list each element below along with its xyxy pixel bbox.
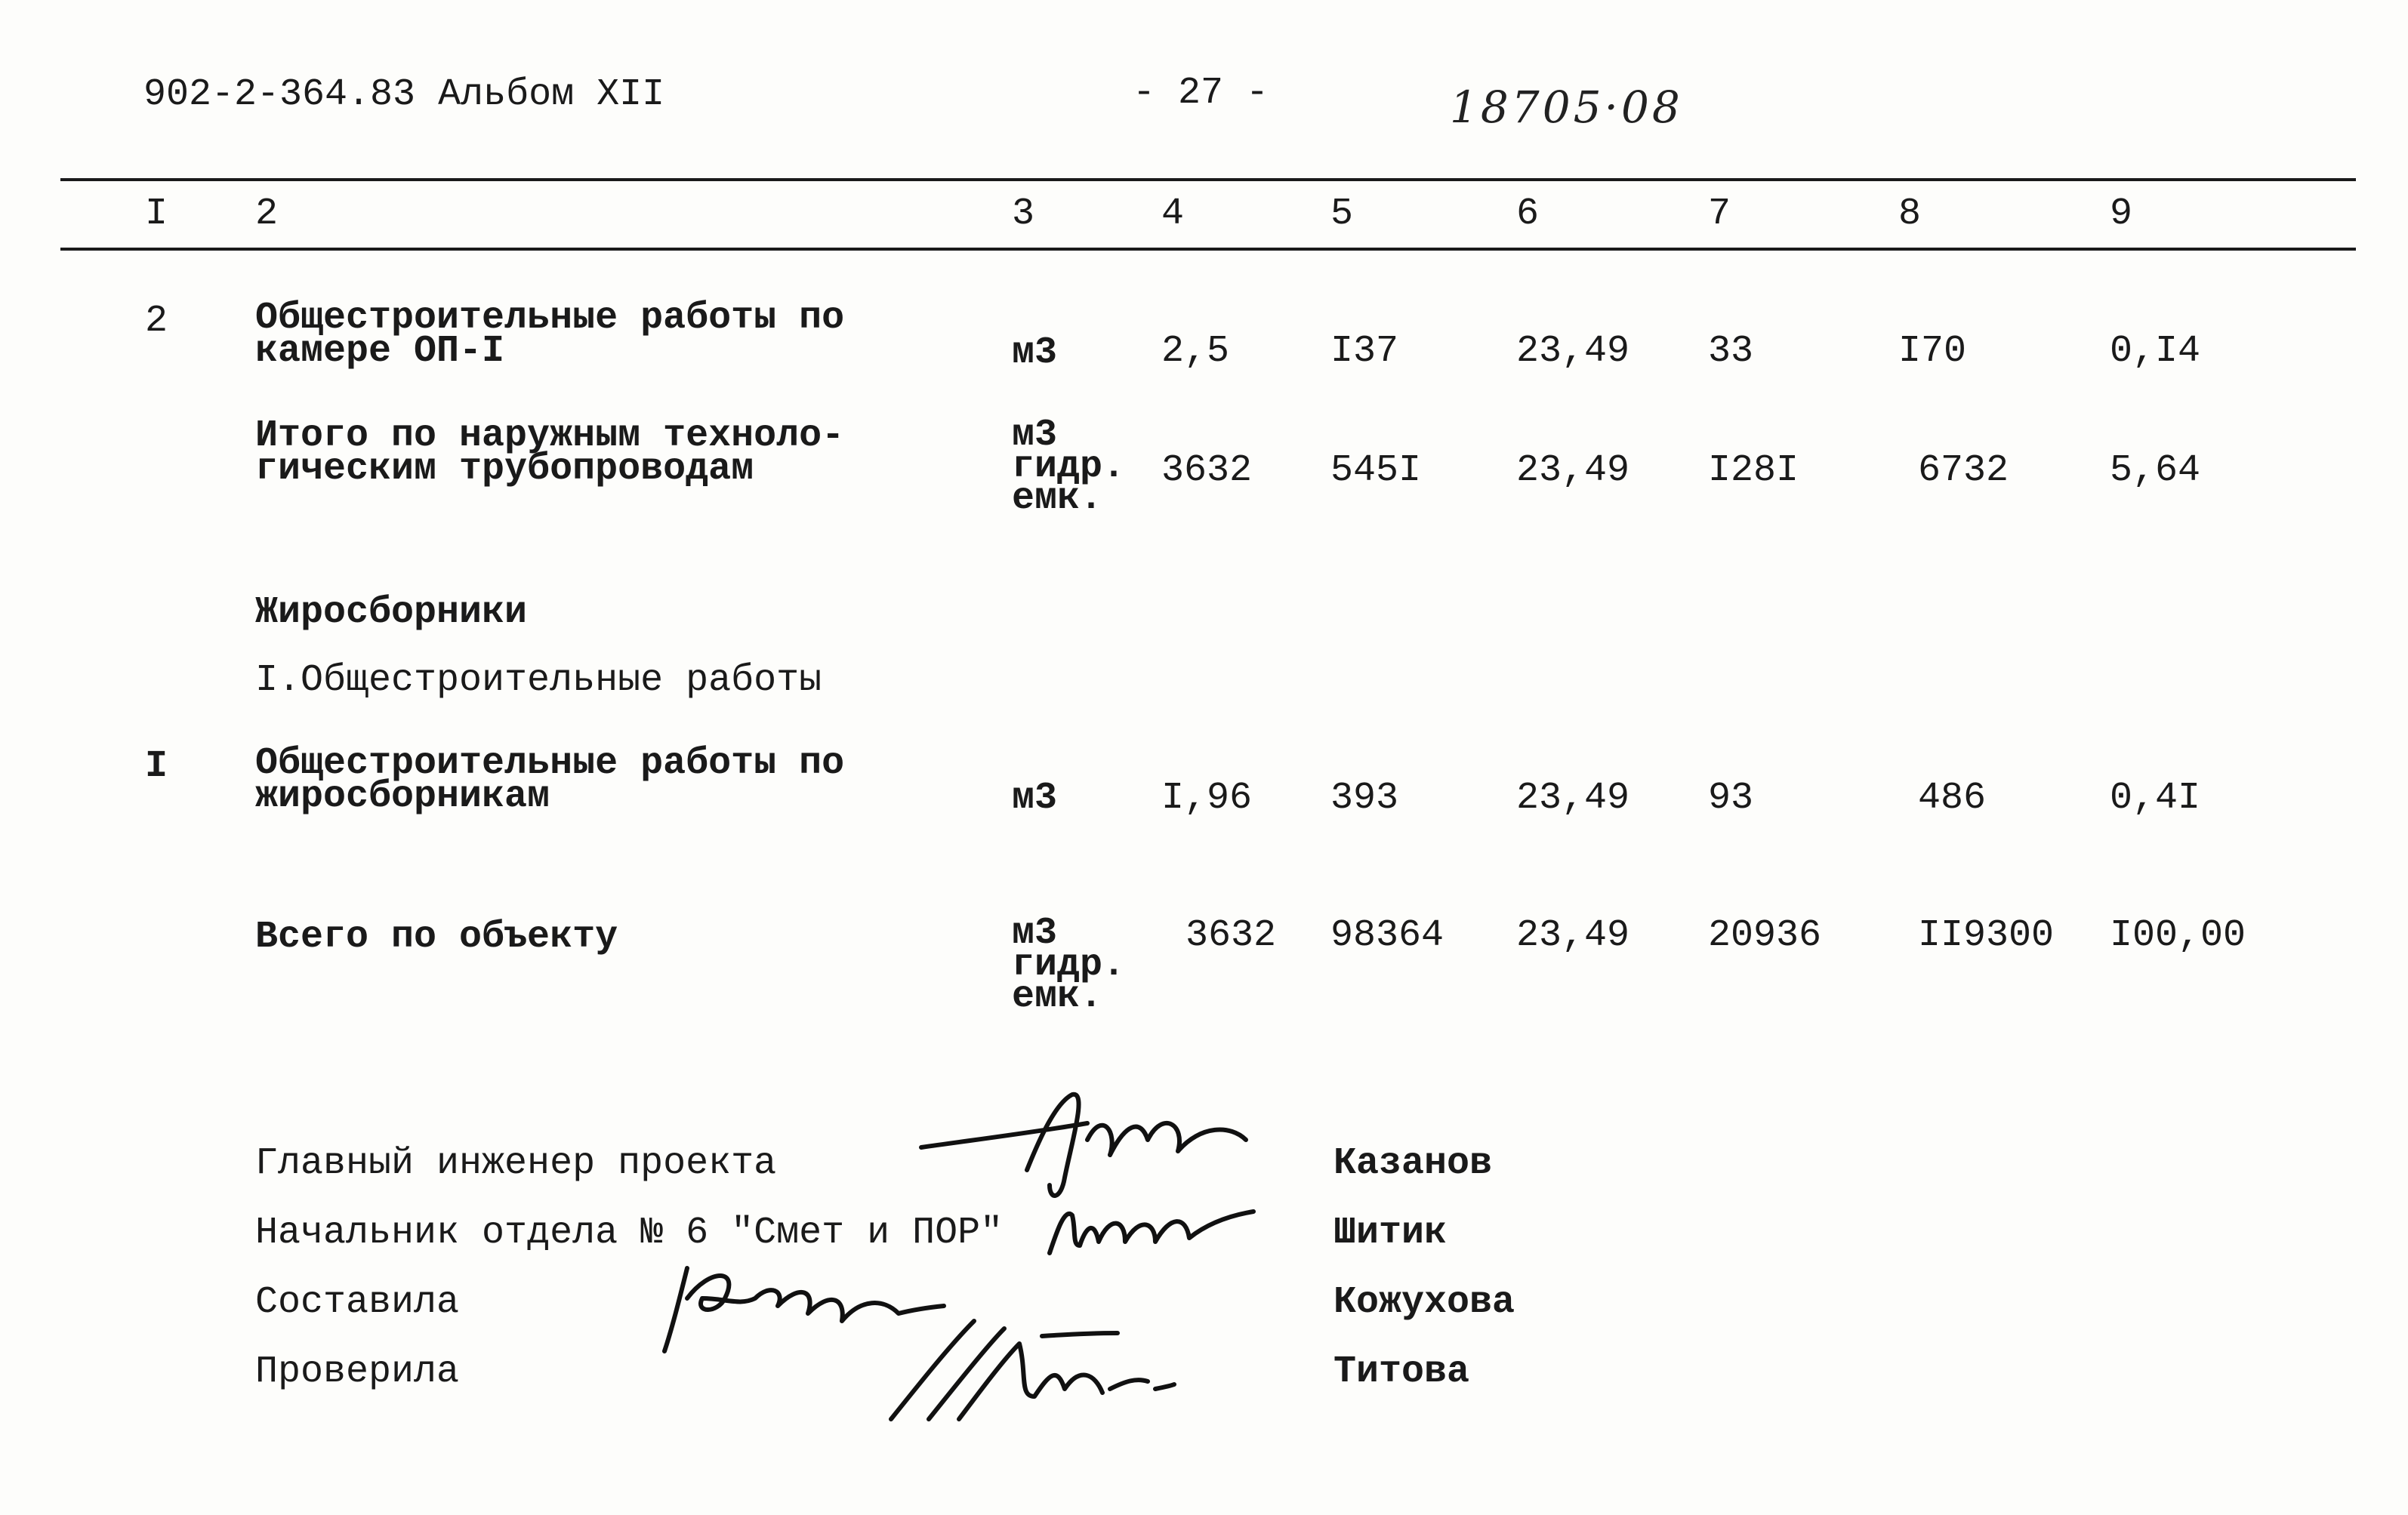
signer-name: Казанов bbox=[1333, 1142, 1493, 1185]
row-cell: 3632 bbox=[1186, 914, 1277, 957]
row-cell: 545I bbox=[1330, 449, 1422, 492]
row-name: Общестроительные работы по камере ОП-I bbox=[255, 297, 845, 373]
row-cell: 0,4I bbox=[2110, 777, 2201, 820]
row-cell: 23,49 bbox=[1516, 330, 1630, 373]
signer-role: Составила bbox=[255, 1281, 460, 1324]
row-cell: 3632 bbox=[1161, 449, 1253, 492]
column-header: 3 bbox=[1012, 192, 1035, 236]
column-header: 6 bbox=[1516, 192, 1540, 236]
row-cell: I70 bbox=[1898, 330, 1967, 373]
row-cell: 23,49 bbox=[1516, 914, 1630, 957]
section-title: Жиросборники bbox=[255, 591, 528, 634]
row-cell: 33 bbox=[1708, 330, 1754, 373]
row-unit: м3 гидр. емк. bbox=[1012, 414, 1126, 520]
column-header: 9 bbox=[2110, 192, 2133, 236]
row-cell: I,96 bbox=[1161, 777, 1253, 820]
row-cell: I37 bbox=[1330, 330, 1399, 373]
column-header: 7 bbox=[1708, 192, 1731, 236]
row-cell: I28I bbox=[1708, 449, 1799, 492]
signature-chief-engineer bbox=[914, 1079, 1276, 1208]
row-cell: 6732 bbox=[1918, 449, 2009, 492]
doc-code: 902-2-364.83 Альбом XII bbox=[143, 73, 665, 116]
signer-name: Титова bbox=[1333, 1350, 1470, 1393]
row-cell: 93 bbox=[1708, 777, 1754, 820]
signer-role: Проверила bbox=[255, 1350, 460, 1393]
column-header: 4 bbox=[1161, 192, 1185, 236]
page-number: - 27 - bbox=[1133, 72, 1269, 115]
row-name: Итого по наружным техноло- гическим трубопроводам bbox=[255, 414, 845, 491]
row-cell: 23,49 bbox=[1516, 449, 1630, 492]
table-top-rule bbox=[60, 178, 2356, 181]
signer-name: Шитик bbox=[1333, 1212, 1448, 1255]
row-cell: 98364 bbox=[1330, 914, 1444, 957]
signature-checker bbox=[876, 1306, 1208, 1427]
handwritten-number: 18705·08 bbox=[1450, 82, 1683, 133]
column-header: 5 bbox=[1330, 192, 1354, 236]
row-unit: м3 bbox=[1012, 777, 1058, 820]
row-cell: 20936 bbox=[1708, 914, 1822, 957]
row-cell: 0,I4 bbox=[2110, 330, 2201, 373]
row-cell: 2,5 bbox=[1161, 330, 1230, 373]
row-name: Общестроительные работы по жиросборникам bbox=[255, 742, 845, 818]
row-cell: I00,00 bbox=[2110, 914, 2246, 957]
row-cell: 5,64 bbox=[2110, 449, 2201, 492]
column-header: 2 bbox=[255, 192, 279, 236]
signer-role: Главный инженер проекта bbox=[255, 1142, 777, 1185]
column-header: 8 bbox=[1898, 192, 1922, 236]
row-cell: 486 bbox=[1918, 777, 1987, 820]
row-unit: м3 гидр. емк. bbox=[1012, 912, 1126, 1018]
row-number: I bbox=[145, 745, 168, 788]
row-number: 2 bbox=[145, 300, 168, 343]
signature-department-head bbox=[1042, 1200, 1269, 1268]
signer-role: Начальник отдела № 6 "Смет и ПОР" bbox=[255, 1212, 1004, 1255]
signer-name: Кожухова bbox=[1333, 1281, 1515, 1324]
row-name: Всего по объекту bbox=[255, 916, 618, 959]
row-cell: 23,49 bbox=[1516, 777, 1630, 820]
row-cell: 393 bbox=[1330, 777, 1399, 820]
row-cell: II9300 bbox=[1918, 914, 2055, 957]
subsection-title: I.Общестроительные работы bbox=[255, 659, 822, 702]
column-header: I bbox=[145, 192, 168, 236]
table-header-rule bbox=[60, 248, 2356, 251]
row-unit: м3 bbox=[1012, 331, 1058, 374]
